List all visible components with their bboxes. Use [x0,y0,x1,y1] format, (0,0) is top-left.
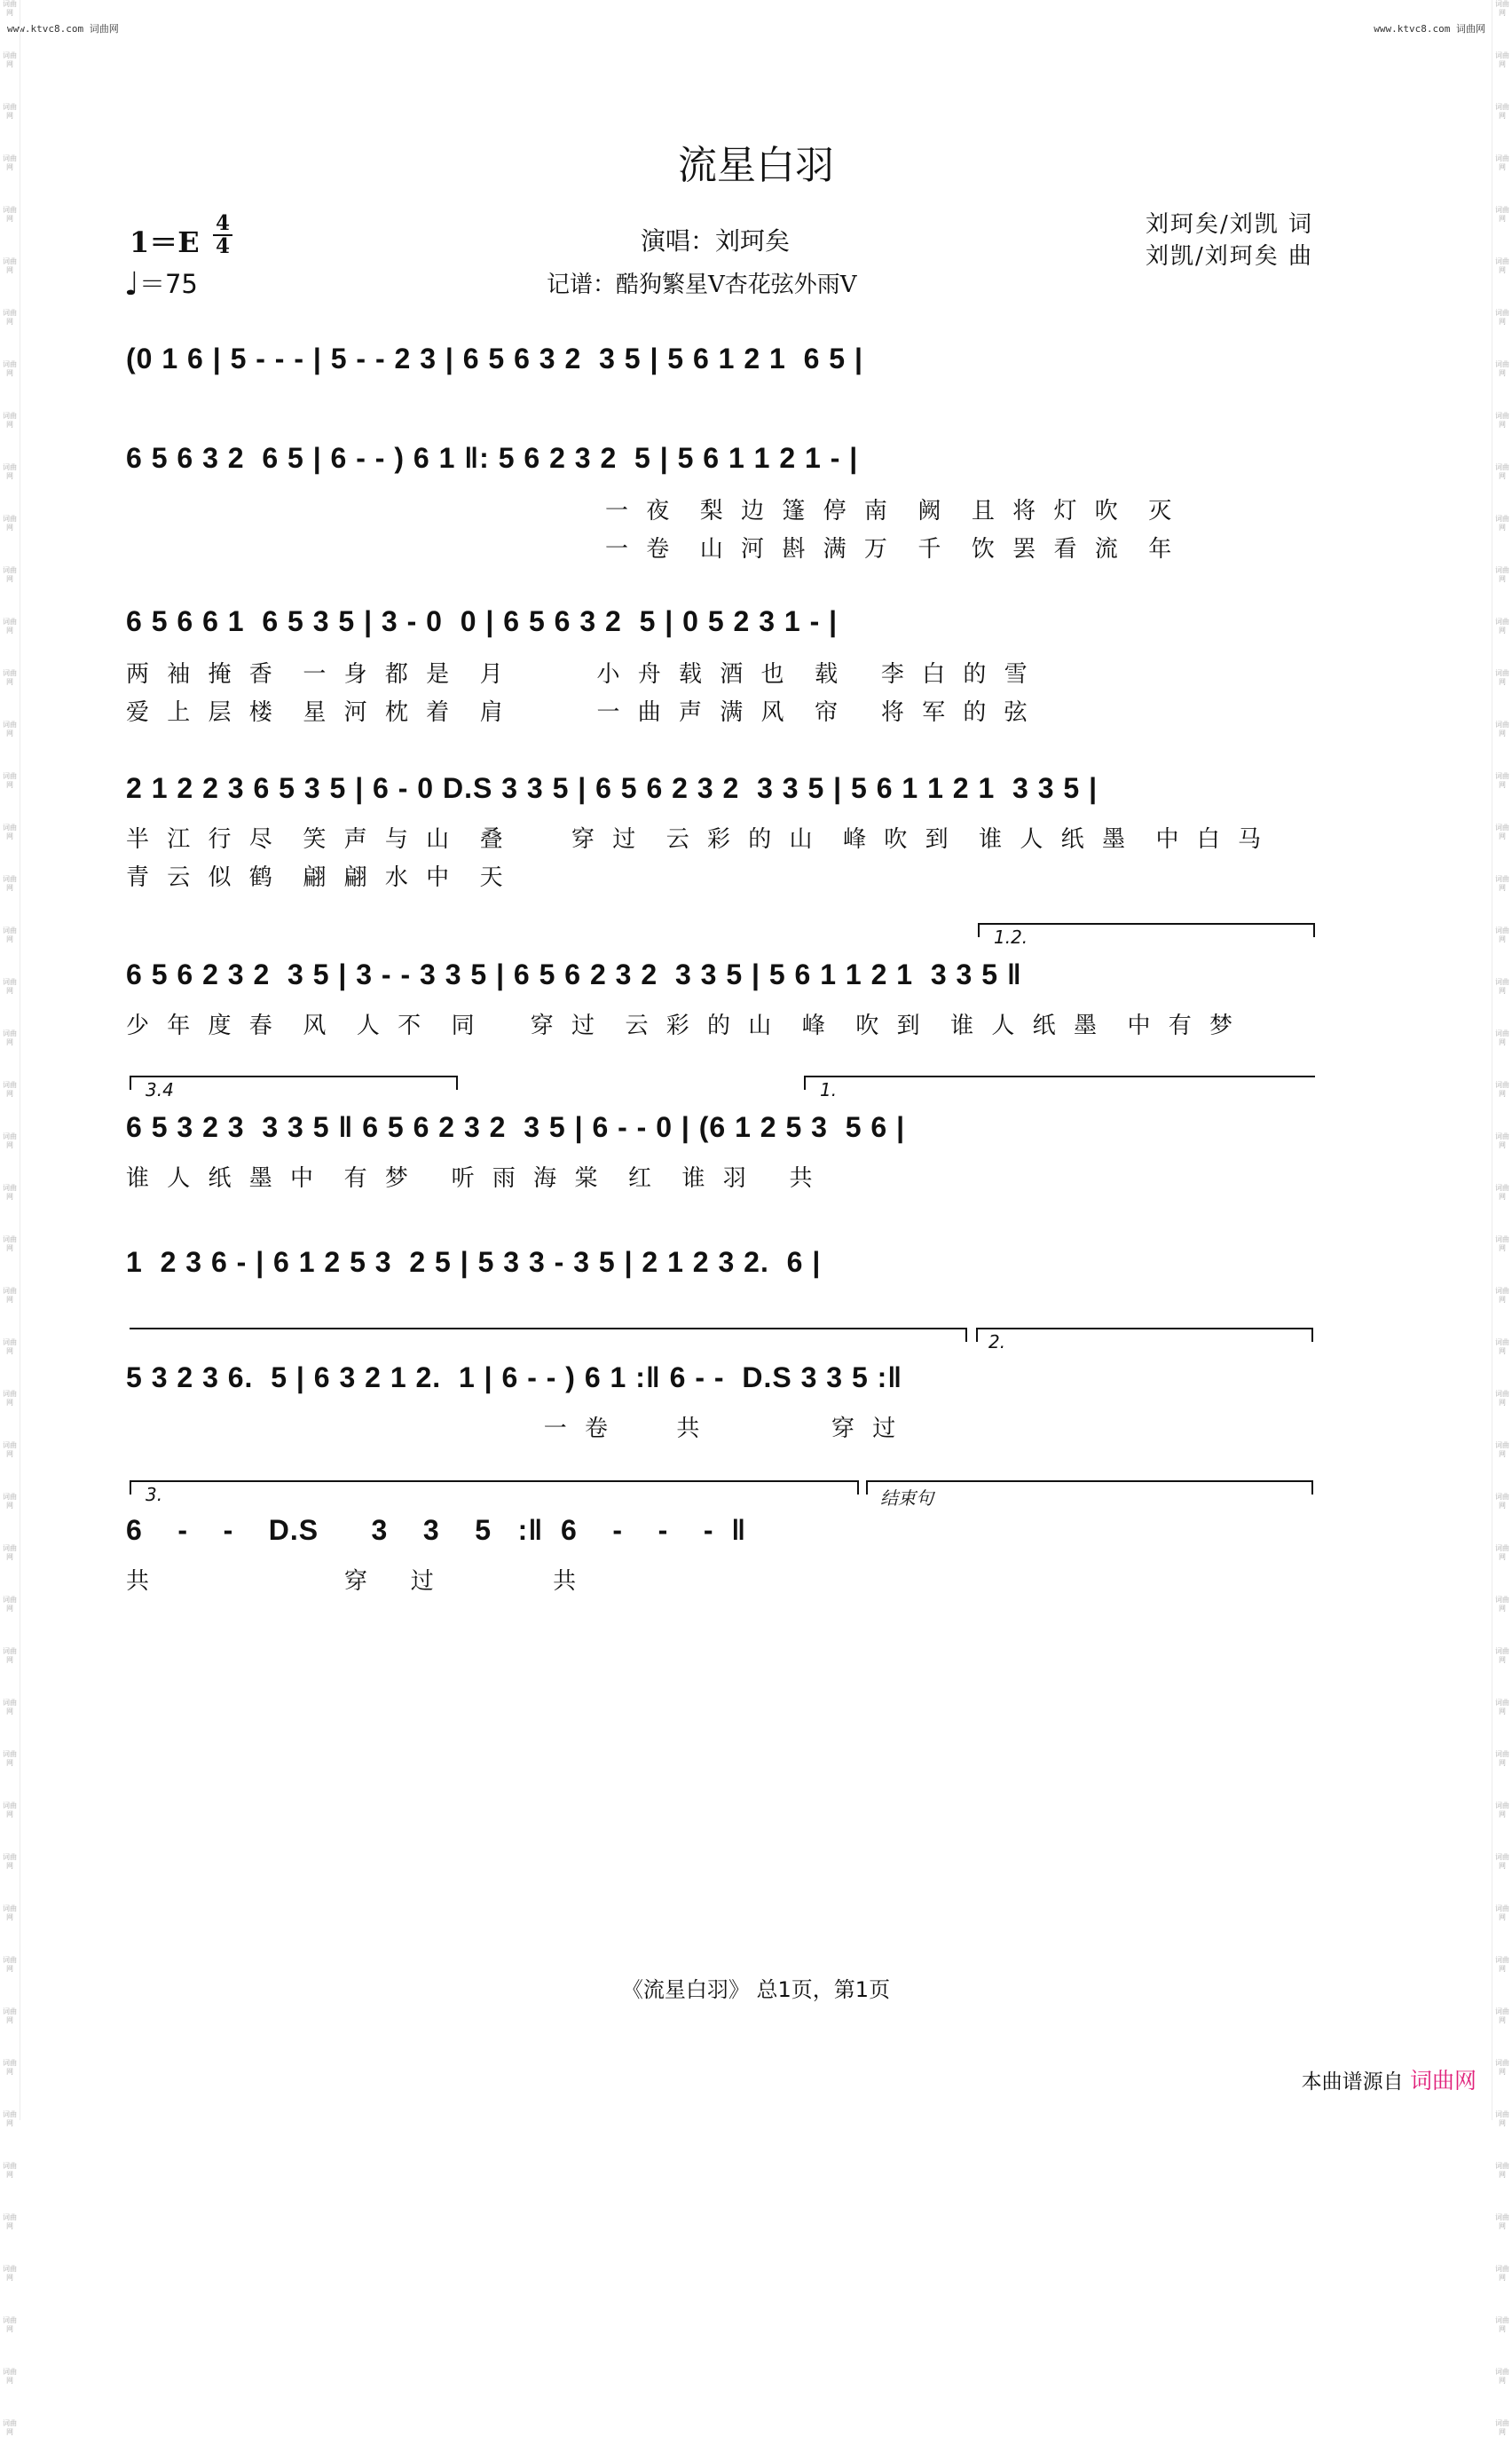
side-watermark-text: 词曲网 [1495,51,1509,68]
side-watermark-text: 词曲网 [1495,463,1509,480]
side-watermark-text: 词曲网 [1495,2059,1509,2076]
side-watermark-text: 词曲网 [1495,1441,1509,1458]
side-watermark-text: 词曲网 [1495,1081,1509,1098]
side-watermark-text: 词曲网 [3,2213,17,2230]
score-line-2 [126,442,1315,564]
side-watermark-text: 词曲网 [1495,1029,1509,1046]
side-watermark-text: 词曲网 [3,103,17,120]
side-watermark-text: 词曲网 [3,1235,17,1252]
side-watermark-text: 词曲网 [3,1441,17,1458]
side-watermark-text: 词曲网 [1495,1853,1509,1870]
volta-bracket-1-cont [130,1328,967,1342]
side-watermark-text: 词曲网 [1495,2007,1509,2024]
lyric-verse-1: 少 年 度 春 风 人 不 同 穿 过 云 彩 的 山 峰 吹 到 谁 人 纸 墨 中 有 梦 [126,1013,1238,1039]
side-watermark-strip-left [0,0,20,2436]
side-watermark-text: 词曲网 [3,51,17,68]
side-watermark-text: 词曲网 [3,721,17,737]
side-watermark-text: 词曲网 [3,1647,17,1664]
side-watermark-text: 词曲网 [3,772,17,789]
side-watermark-text: 词曲网 [1495,1235,1509,1252]
side-watermark-text: 词曲网 [1495,669,1509,686]
side-watermark-text: 词曲网 [1495,1647,1509,1664]
score-line-6 [126,1111,1315,1193]
side-watermark-text: 词曲网 [3,2059,17,2076]
notation: (0 1 6 | 5 - - - | 5 - - 2 3 | 6 5 6 3 2 3 5 | 5 6 1 2 1 6 5 | [126,343,863,375]
side-watermark-text: 词曲网 [1495,2110,1509,2127]
lyric-verse-1: 一 夜 梨 边 篷 停 南 阙 且 将 灯 吹 灭 [605,498,1177,524]
tempo-value: ＝75 [138,269,198,299]
side-watermark-text: 词曲网 [3,2316,17,2333]
side-watermark-text: 词曲网 [3,1853,17,1870]
side-watermark-text: 词曲网 [1495,1338,1509,1355]
score-line-1 [126,343,1315,375]
side-watermark-text: 词曲网 [1495,309,1509,326]
side-watermark-text: 词曲网 [3,1184,17,1201]
side-watermark-text: 词曲网 [1495,1544,1509,1561]
volta-bracket-ending [866,1480,1313,1495]
side-watermark-text: 词曲网 [3,1956,17,1973]
time-signature [213,213,232,257]
side-watermark-text: 词曲网 [3,309,17,326]
side-watermark-text: 词曲网 [3,360,17,377]
side-watermark-text: 词曲网 [3,618,17,635]
side-watermark-text: 词曲网 [3,978,17,995]
time-signature-bottom: 4 [215,234,230,258]
notation: 1 2 3 6 - | 6 1 2 5 3 2 5 | 5 3 3 - 3 5 | 2 1 2 3 2. 6 | [126,1246,822,1278]
side-watermark-text: 词曲网 [1495,1596,1509,1613]
source-credit [1302,2063,1477,2095]
side-watermark-strip [1492,0,1512,2436]
composer-credit: 刘凯/刘珂矣 曲 [1145,243,1313,270]
side-watermark-text: 词曲网 [1495,978,1509,995]
side-watermark-text: 词曲网 [3,257,17,274]
side-watermark-text: 词曲网 [3,2162,17,2179]
notation: 6 5 3 2 3 3 3 5 ‖ 6 5 6 2 3 2 3 5 | 6 - - 0 | (6 1 2 5 3 5 6 | [126,1111,906,1143]
side-watermark-text: 词曲网 [3,515,17,532]
lyricist-credit: 刘珂矣/刘凯 词 [1145,211,1313,238]
side-watermark-text: 词曲网 [1495,2316,1509,2333]
score-line-7 [126,1246,1315,1279]
side-watermark-text: 词曲网 [3,2419,17,2436]
side-watermark-text: 词曲网 [1495,103,1509,120]
side-watermark-text: 词曲网 [3,1287,17,1304]
side-watermark-text: 词曲网 [3,1029,17,1046]
side-watermark-text: 词曲网 [1495,1750,1509,1767]
side-watermark-text: 词曲网 [1495,2162,1509,2179]
tempo-marking [124,264,198,301]
time-signature-top: 4 [215,211,230,235]
side-watermark-text: 词曲网 [3,1544,17,1561]
source-prefix: 本曲谱源自 [1301,2070,1404,2094]
quarter-note-icon: ♩ [124,266,139,303]
side-watermark-text: 词曲网 [1495,0,1509,17]
source-brand-link[interactable]: 词曲网 [1409,2068,1477,2094]
side-watermark-text: 词曲网 [3,1132,17,1149]
side-watermark-text: 词曲网 [3,1596,17,1613]
side-watermark-text: 词曲网 [3,1390,17,1407]
side-watermark-text: 词曲网 [1495,1699,1509,1715]
side-watermark-text: 词曲网 [3,2368,17,2385]
side-watermark-text: 词曲网 [1495,927,1509,943]
side-watermark-text: 词曲网 [3,824,17,840]
page-footer: 《流星白羽》 总1页，第1页 [621,1977,891,2002]
notation: 6 - - D.S 3 3 5 :‖ 6 - - - ‖ [126,1514,747,1546]
side-watermark-text: 词曲网 [3,2007,17,2024]
volta-bracket-2 [976,1328,1313,1342]
lyric-verse-2: 爱 上 层 楼 星 河 枕 着 肩 一 曲 声 满 风 帘 将 军 的 弦 [126,699,1033,726]
score-line-9 [126,1514,1315,1596]
side-watermark-text: 词曲网 [3,1699,17,1715]
notation: 6 5 6 6 1 6 5 3 5 | 3 - 0 0 | 6 5 6 3 2 5 | 0 5 2 3 1 - | [126,605,839,637]
side-watermark-text: 词曲网 [3,1905,17,1921]
side-watermark-text: 词曲网 [3,154,17,171]
score-line-4 [126,772,1315,892]
singer-credit: 演唱：刘珂矣 [641,226,791,256]
side-watermark-text: 词曲网 [1495,772,1509,789]
side-watermark-text: 词曲网 [1495,257,1509,274]
side-watermark-text: 词曲网 [1495,1132,1509,1149]
score-line-8 [126,1361,1315,1443]
score-line-3 [126,605,1315,727]
side-watermark-text: 词曲网 [3,206,17,223]
side-watermark-text: 词曲网 [1495,721,1509,737]
volta-bracket-1 [804,1076,1315,1090]
site-watermark-right: www.ktvc8.com 词曲网 [1374,23,1485,35]
side-watermark-text: 词曲网 [3,927,17,943]
side-watermark-text: 词曲网 [1495,206,1509,223]
notation: 6 5 6 2 3 2 3 5 | 3 - - 3 3 5 | 6 5 6 2 3 2 3 3 5 | 5 6 1 1 2 1 3 3 5 ‖ [126,958,1022,990]
side-watermark-text: 词曲网 [1495,412,1509,429]
lyric-verse-2: 一 卷 山 河 斟 满 万 千 饮 罢 看 流 年 [605,536,1177,563]
side-watermark-text: 词曲网 [1495,2265,1509,2282]
transcriber-credit: 记谱：酷狗繁星V杏花弦外雨V [547,272,857,298]
side-watermark-text: 词曲网 [3,1750,17,1767]
side-watermark-text: 词曲网 [1495,875,1509,892]
side-watermark-text: 词曲网 [3,1802,17,1818]
side-watermark-text: 词曲网 [1495,2419,1509,2436]
side-watermark-text: 词曲网 [3,1081,17,1098]
song-title: 流星白羽 [678,143,834,188]
volta-label-2: 2. [988,1331,1006,1353]
volta-label-3: 3. [146,1484,163,1505]
side-watermark-text: 词曲网 [1495,2368,1509,2385]
side-watermark-text: 词曲网 [1495,1493,1509,1510]
side-watermark-text: 词曲网 [3,1493,17,1510]
volta-label-ending: 结束句 [880,1487,933,1509]
side-watermark-text: 词曲网 [3,412,17,429]
side-watermark-text: 词曲网 [1495,824,1509,840]
side-watermark-text: 词曲网 [1495,515,1509,532]
volta-label-1-2: 1.2. [994,927,1028,948]
notation: 2 1 2 2 3 6 5 3 5 | 6 - 0 D.S 3 3 5 | 6 5 6 2 3 2 3 3 5 | 5 6 1 1 2 1 3 3 5 | [126,772,1099,804]
side-watermark-text: 词曲网 [3,669,17,686]
key-signature: 1＝E [130,225,200,259]
side-watermark-text: 词曲网 [3,566,17,583]
volta-bracket-3 [130,1480,859,1495]
score-line-5 [126,958,1315,1040]
side-watermark-text: 词曲网 [1495,360,1509,377]
side-watermark-text: 词曲网 [3,875,17,892]
side-watermark-text: 词曲网 [3,1338,17,1355]
side-watermark-text: 词曲网 [3,463,17,480]
side-watermark-text: 词曲网 [1495,1390,1509,1407]
site-watermark-left: www.ktvc8.com 词曲网 [7,23,119,35]
side-watermark-text: 词曲网 [1495,2213,1509,2230]
side-watermark-text: 词曲网 [1495,1802,1509,1818]
lyric-verse-2: 青 云 似 鹤 翩 翩 水 中 天 [126,864,508,891]
notation: 5 3 2 3 6. 5 | 6 3 2 1 2. 1 | 6 - - ) 6 1 :‖ 6 - - D.S 3 3 5 :‖ [126,1361,903,1393]
side-watermark-text: 词曲网 [1495,1905,1509,1921]
volta-bracket-3-4 [130,1076,458,1090]
side-watermark-text: 词曲网 [3,2110,17,2127]
volta-label-3-4: 3.4 [146,1079,174,1100]
lyric-verse-1: 共 穿 过 共 [126,1568,582,1595]
lyric-verse-1: 两 袖 掩 香 一 身 都 是 月 小 舟 载 酒 也 载 李 白 的 雪 [126,661,1033,688]
side-watermark-text: 词曲网 [1495,566,1509,583]
side-watermark-text: 词曲网 [1495,154,1509,171]
side-watermark-text: 词曲网 [3,2265,17,2282]
lyric-verse-1: 一 卷 共 穿 过 [126,1416,902,1442]
side-watermark-text: 词曲网 [3,0,17,17]
notation: 6 5 6 3 2 6 5 | 6 - - ) 6 1 ‖: 5 6 2 3 2 5 | 5 6 1 1 2 1 - | [126,442,859,474]
volta-label-1: 1. [820,1079,838,1100]
volta-bracket-1-2 [978,923,1315,937]
side-watermark-text: 词曲网 [1495,1184,1509,1201]
side-watermark-text: 词曲网 [1495,618,1509,635]
lyric-verse-1: 半 江 行 尽 笑 声 与 山 叠 穿 过 云 彩 的 山 峰 吹 到 谁 人 纸 墨 中 白 马 [126,826,1266,853]
side-watermark-text: 词曲网 [1495,1287,1509,1304]
side-watermark-text: 词曲网 [1495,1956,1509,1973]
lyric-verse-1: 谁 人 纸 墨 中 有 梦 听 雨 海 棠 红 谁 羽 共 [126,1165,818,1192]
